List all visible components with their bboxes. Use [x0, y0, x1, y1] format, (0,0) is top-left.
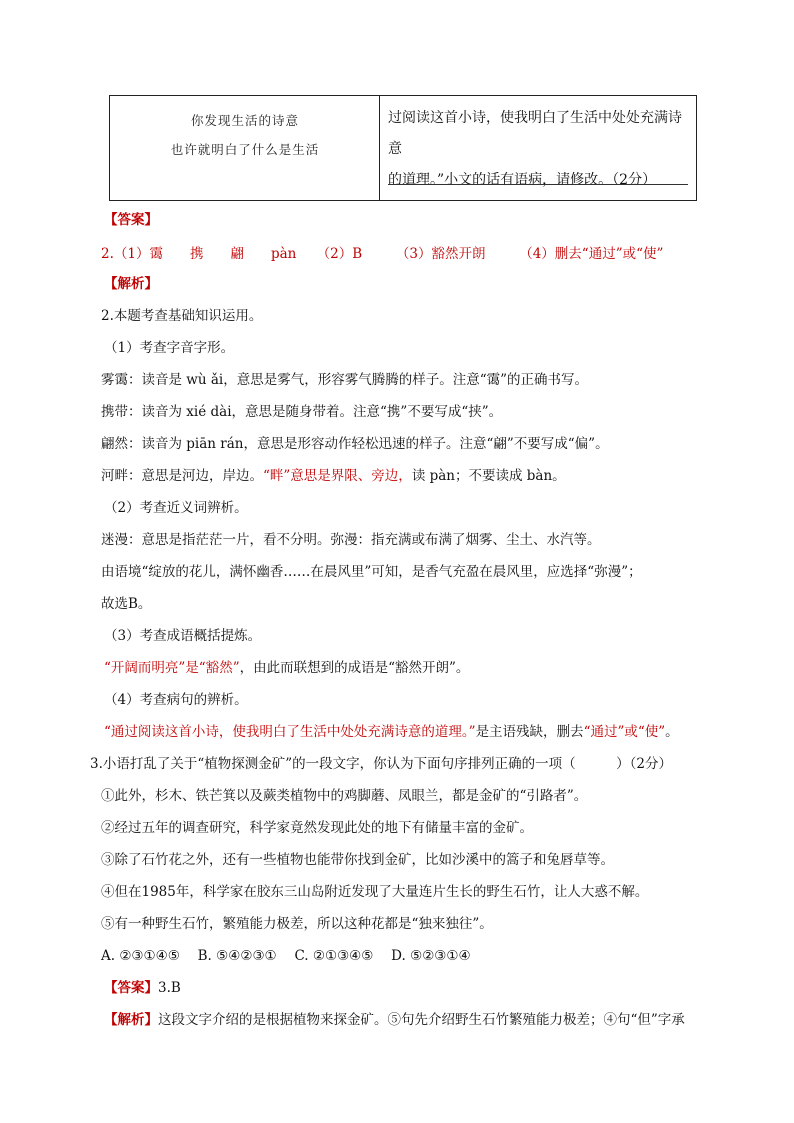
poem-cell	[110, 96, 380, 200]
analysis-line: （1）考查字音字形。	[104, 340, 235, 356]
text-run: ，由此而联想到的成语是“豁然开朗”。	[239, 660, 470, 676]
analysis-line	[104, 656, 469, 676]
poem-line: 你发现生活的诗意	[190, 113, 299, 128]
poem-table	[109, 95, 697, 201]
analysis-line	[104, 720, 679, 740]
analysis-line: 由语境“绽放的花儿，满怀幽香……在晨风里”可知，是香气充盈在晨风里，应选择“弥漫”；	[101, 564, 642, 580]
text-run: 是主语残缺，删去	[475, 724, 584, 740]
analysis-line: 迷漫：意思是指茫茫一片，看不分明。弥漫：指充满或布满了烟雾、尘土、水汽等。	[101, 532, 601, 548]
text-run-highlight: “通过阅读这首小诗，使我明白了生活中处处充满诗意的道理。”	[104, 724, 476, 740]
answer-label: 【答案】	[104, 212, 158, 228]
task-line: 过阅读这首小诗，使我明白了生活中处处充满诗意	[388, 110, 682, 157]
analysis-line: （2）考查近义词辨析。	[104, 500, 248, 516]
text-run-highlight: “开阔而明亮”是“豁然”	[104, 660, 240, 676]
task-cell	[380, 96, 696, 200]
answer-text: 2.（1）霭 携 翩 pàn （2）B （3）豁然开朗 （4）删去“通过”或“使”	[101, 246, 664, 262]
text-run: 河畔：意思是河边，岸边。	[101, 468, 263, 484]
option-list: A. ②③①④⑤ B. ⑤④②③① C. ②①③④⑤ D. ⑤②③①④	[101, 948, 471, 964]
answer-label: 【答案】	[104, 980, 158, 996]
poem-line: 也许就明白了什么是生活	[170, 142, 320, 157]
analysis-label: 【解析】	[104, 1012, 158, 1028]
text-run-highlight: “通过”或“使”	[583, 724, 666, 740]
sentence-item: ①此外，杉木、铁芒箕以及蕨类植物中的鸡脚蘑、凤眼兰，都是金矿的“引路者”。	[101, 788, 588, 804]
analysis-line	[101, 464, 566, 484]
text-run: 。	[665, 724, 679, 740]
sentence-item: ②经过五年的调查研究，科学家竟然发现此处的地下有储量丰富的金矿。	[101, 820, 533, 836]
analysis-label: 【解析】	[104, 276, 158, 292]
text-run-highlight: “畔”意思是界限、旁边，	[263, 468, 412, 484]
analysis-text: 这段文字介绍的是根据植物来探金矿。⑤句先介绍野生石竹繁殖能力极差；④句“但”字承	[158, 1012, 685, 1028]
sentence-item: ⑤有一种野生石竹，繁殖能力极差，所以这种花都是“独来独往”。	[101, 916, 493, 932]
sentence-item: ④但在1985年，科学家在胶东三山岛附近发现了大量连片生长的野生石竹，让人大惑不解。	[101, 884, 649, 900]
sentence-item: ③除了石竹花之外，还有一些植物也能带你找到金矿，比如沙溪中的篙子和兔唇草等。	[101, 852, 614, 868]
text-run: 读 pàn；不要读成 bàn。	[411, 468, 566, 484]
analysis-line: 2.本题考查基础知识运用。	[101, 308, 263, 324]
analysis-line: 携带：读音为 xié dài，意思是随身带着。注意“携”不要写成“挟”。	[101, 404, 503, 420]
answer-blank-line	[388, 184, 688, 185]
analysis-line: （3）考查成语概括提炼。	[104, 628, 262, 644]
task-line: 的道理。”小文的话有语病，请修改。（2分）	[388, 172, 657, 188]
analysis-line: 雾霭：读音是 wù ǎi，意思是雾气，形容雾气腾腾的样子。注意“霭”的正确书写。	[101, 372, 589, 388]
analysis-line: 故选B。	[101, 596, 152, 612]
question-3: 3.小语打乱了关于“植物探测金矿”的一段文字，你认为下面句序排列正确的一项（ ）（2分）	[90, 756, 673, 772]
answer-line	[104, 976, 181, 996]
analysis-line	[104, 1008, 685, 1028]
analysis-line: （4）考查病句的辨析。	[104, 692, 248, 708]
analysis-line: 翩然：读音为 piān rán，意思是形容动作轻松迅速的样子。注意“翩”不要写成“偏”。	[101, 436, 609, 452]
answer-text: 3.B	[158, 980, 181, 996]
